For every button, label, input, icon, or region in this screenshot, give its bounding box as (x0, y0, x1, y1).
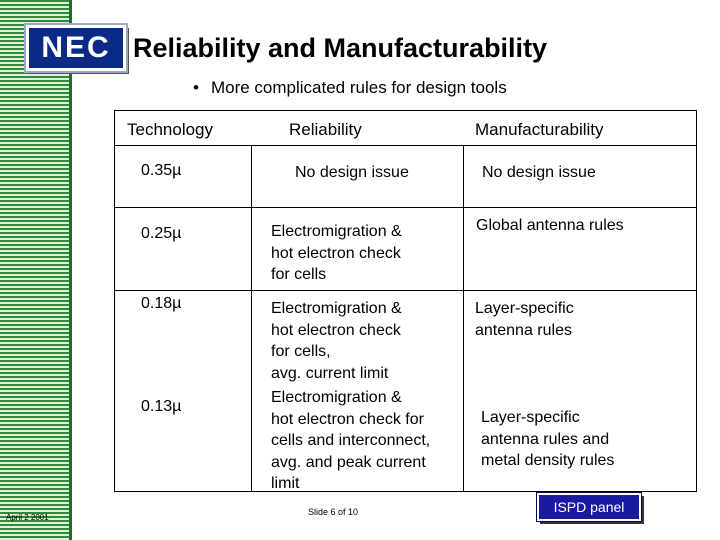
row4-technology: 0.13µ (141, 398, 182, 415)
table-divider-col2 (463, 145, 464, 491)
row3-reliability (271, 298, 402, 384)
row3-technology: 0.18µ (141, 295, 182, 312)
row2-reliability (271, 221, 402, 286)
logo-text: NEC (41, 31, 111, 64)
row3-manufacturability (475, 298, 574, 341)
row2-reliability-line1: Electromigration & (271, 223, 402, 240)
table-rule-row1 (115, 207, 696, 208)
row1-reliability-line1: No design issue (295, 164, 409, 181)
bullet-text: More complicated rules for design tools (210, 78, 507, 97)
slide-title: Reliability and Manufacturability (133, 33, 548, 63)
bullet-dot-icon: • (193, 78, 199, 97)
row1-reliability (295, 162, 409, 184)
header-manufacturability: Manufacturability (475, 120, 604, 139)
row2-reliability-line2: hot electron check (271, 244, 401, 262)
row4-manufacturability-line1: Layer-specific (481, 409, 580, 426)
row4-manufacturability (481, 407, 614, 472)
row1-manufacturability (482, 162, 596, 184)
row1-technology: 0.35µ (141, 162, 182, 179)
row4-reliability-line2: hot electron check for (271, 410, 424, 428)
header-technology: Technology (127, 120, 214, 139)
row2-manufacturability-line1: Global antenna rules (476, 217, 624, 234)
bullet-item (193, 78, 507, 98)
table-divider-col1 (251, 145, 252, 491)
table-rule-header (115, 145, 696, 146)
table-rule-row2 (115, 290, 696, 291)
row4-reliability-line4: avg. and peak current (271, 453, 426, 471)
row4-reliability-line1: Electromigration & (271, 389, 402, 406)
row3-manufacturability-line2: antenna rules (475, 321, 572, 339)
row4-reliability (271, 387, 430, 495)
row3-reliability-line4: avg. current limit (271, 364, 389, 382)
ispd-panel-button[interactable]: ISPD panel (537, 493, 641, 521)
left-stripe-edge (69, 0, 72, 540)
nec-logo (26, 25, 126, 71)
header-reliability: Reliability (289, 120, 362, 139)
row3-reliability-line2: hot electron check (271, 321, 401, 339)
row4-reliability-line5: limit (271, 475, 300, 492)
row2-technology: 0.25µ (141, 225, 182, 242)
slide-number: Slide 6 of 10 (308, 507, 359, 517)
row1-manufacturability-line1: No design issue (482, 164, 596, 181)
row4-reliability-line3: cells and interconnect, (271, 432, 431, 449)
row2-reliability-line3: for cells (271, 266, 327, 283)
row3-reliability-line1: Electromigration & (271, 300, 402, 317)
row2-manufacturability (476, 215, 624, 237)
row3-reliability-line3: for cells, (271, 343, 331, 360)
footer-date: April 2 2001 (6, 513, 49, 522)
row4-manufacturability-line2: antenna rules and (481, 430, 610, 448)
rules-table (114, 110, 697, 492)
row4-manufacturability-line3: metal density rules (481, 452, 615, 469)
left-stripe-decoration (0, 0, 72, 540)
row3-manufacturability-line1: Layer-specific (475, 300, 574, 317)
